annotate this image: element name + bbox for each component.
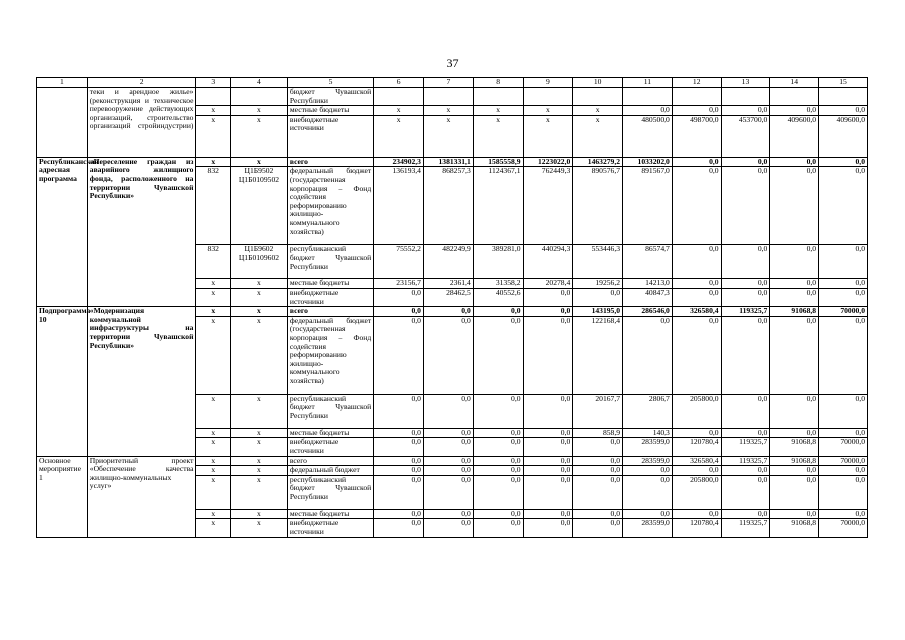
funding-value-cell	[623, 88, 673, 106]
funding-value-cell: 0,0	[819, 509, 868, 519]
funding-value-cell: x	[473, 106, 523, 116]
funding-value-cell: 1585558,9	[473, 157, 523, 167]
funding-value-cell: 0,0	[573, 438, 623, 456]
funding-value-cell: 0,0	[721, 167, 770, 245]
funding-source-cell: всего	[287, 157, 373, 167]
funding-value-cell: 0,0	[623, 509, 673, 519]
funding-value-cell: 0,0	[770, 288, 819, 306]
table-row	[37, 456, 868, 466]
funding-value-cell: 0,0	[374, 466, 424, 476]
funding-value-cell: 0,0	[473, 316, 523, 394]
funding-value-cell: 0,0	[819, 466, 868, 476]
funding-value-cell: 0,0	[770, 316, 819, 394]
funding-value-cell: 0,0	[819, 167, 868, 245]
budget-code-cell: x	[231, 428, 288, 438]
column-number-header: 4	[231, 78, 288, 88]
funding-value-cell: 0,0	[819, 394, 868, 428]
funding-value-cell: 0,0	[721, 106, 770, 116]
budget-table-body	[37, 78, 868, 538]
funding-value-cell: 0,0	[573, 509, 623, 519]
funding-value-cell: 70000,0	[819, 307, 868, 317]
funding-value-cell: 70000,0	[819, 438, 868, 456]
funding-value-cell: 234902,3	[374, 157, 424, 167]
funding-value-cell: 0,0	[423, 316, 473, 394]
responsible-executor-cell: 832	[196, 167, 231, 245]
responsible-executor-cell: x	[196, 106, 231, 116]
funding-value-cell: 70000,0	[819, 519, 868, 537]
funding-value-cell: 0,0	[721, 428, 770, 438]
column-number-header: 13	[721, 78, 770, 88]
funding-value-cell: 0,0	[819, 157, 868, 167]
funding-value-cell: 20167,7	[573, 394, 623, 428]
budget-code-cell: x	[231, 106, 288, 116]
funding-value-cell: 140,3	[623, 428, 673, 438]
funding-source-cell: всего	[287, 307, 373, 317]
responsible-executor-cell: x	[196, 394, 231, 428]
funding-value-cell: 0,0	[423, 519, 473, 537]
funding-value-cell: 0,0	[770, 475, 819, 509]
funding-value-cell: 0,0	[473, 475, 523, 509]
funding-value-cell: 0,0	[523, 316, 573, 394]
funding-value-cell: 0,0	[473, 428, 523, 438]
budget-code-cell: x	[231, 466, 288, 476]
program-type-cell	[37, 88, 88, 158]
funding-value-cell	[573, 88, 623, 106]
funding-value-cell: 1033202,0	[623, 157, 673, 167]
funding-value-cell: 0,0	[573, 288, 623, 306]
funding-value-cell: 0,0	[721, 509, 770, 519]
funding-value-cell: 389281,0	[473, 245, 523, 279]
funding-value-cell: 480500,0	[623, 115, 673, 157]
responsible-executor-cell: x	[196, 316, 231, 394]
funding-value-cell: 91068,8	[770, 519, 819, 537]
funding-value-cell: 2806,7	[623, 394, 673, 428]
funding-value-cell: 0,0	[770, 509, 819, 519]
funding-source-cell: внебюджетные источники	[287, 438, 373, 456]
funding-value-cell: 0,0	[473, 509, 523, 519]
funding-source-cell: внебюджетные источники	[287, 519, 373, 537]
table-row	[37, 88, 868, 106]
funding-value-cell: 0,0	[672, 428, 721, 438]
responsible-executor-cell: x	[196, 288, 231, 306]
funding-value-cell: 0,0	[721, 316, 770, 394]
funding-value-cell: 119325,7	[721, 438, 770, 456]
funding-value-cell: 0,0	[423, 307, 473, 317]
column-number-header: 5	[287, 78, 373, 88]
responsible-executor-cell: x	[196, 428, 231, 438]
funding-value-cell: 31358,2	[473, 279, 523, 289]
funding-value-cell: 0,0	[423, 428, 473, 438]
funding-value-cell: 0,0	[721, 157, 770, 167]
funding-value-cell	[721, 88, 770, 106]
funding-value-cell: 0,0	[573, 519, 623, 537]
funding-value-cell: 91068,8	[770, 307, 819, 317]
funding-value-cell: 28462,5	[423, 288, 473, 306]
funding-value-cell: 0,0	[523, 475, 573, 509]
funding-value-cell	[374, 88, 424, 106]
funding-value-cell: 890576,7	[573, 167, 623, 245]
funding-value-cell: 453700,0	[721, 115, 770, 157]
funding-value-cell: 1124367,1	[473, 167, 523, 245]
funding-value-cell: 0,0	[623, 466, 673, 476]
funding-value-cell	[423, 88, 473, 106]
funding-value-cell: 70000,0	[819, 456, 868, 466]
funding-value-cell: 205800,0	[672, 394, 721, 428]
funding-value-cell: 286546,0	[623, 307, 673, 317]
funding-value-cell: 0,0	[473, 438, 523, 456]
column-number-header: 1	[37, 78, 88, 88]
funding-value-cell: 119325,7	[721, 519, 770, 537]
funding-value-cell: 205800,0	[672, 475, 721, 509]
funding-value-cell: 86574,7	[623, 245, 673, 279]
budget-code-cell: x	[231, 438, 288, 456]
funding-value-cell: 0,0	[374, 456, 424, 466]
page-number: 37	[446, 56, 459, 70]
budget-code-cell: x	[231, 279, 288, 289]
funding-value-cell: 0,0	[523, 509, 573, 519]
budget-code-cell: Ц1Б9502 Ц1Б0109502	[231, 167, 288, 245]
funding-value-cell: 23156,7	[374, 279, 424, 289]
funding-value-cell: 283599,0	[623, 438, 673, 456]
funding-value-cell: 136193,4	[374, 167, 424, 245]
funding-value-cell: 2361,4	[423, 279, 473, 289]
funding-value-cell: 0,0	[423, 394, 473, 428]
funding-value-cell: 1463279,2	[573, 157, 623, 167]
budget-code-cell	[231, 88, 288, 106]
funding-source-cell: местные бюджеты	[287, 509, 373, 519]
funding-value-cell: x	[523, 106, 573, 116]
funding-source-cell: республиканский бюджет Чувашской Республики	[287, 475, 373, 509]
funding-value-cell: 0,0	[374, 307, 424, 317]
funding-value-cell: 0,0	[523, 466, 573, 476]
funding-value-cell: 0,0	[672, 245, 721, 279]
program-name-cell: теки и арендное жилье» (реконструкция и техническое перевооружение действующих организаций, строительство организаций стройиндустрии)	[87, 88, 196, 158]
program-type-cell: Основное мероприятие 1	[37, 456, 88, 537]
responsible-executor-cell: 832	[196, 245, 231, 279]
funding-value-cell: 0,0	[573, 475, 623, 509]
funding-value-cell: 120780,4	[672, 438, 721, 456]
funding-value-cell: 0,0	[473, 519, 523, 537]
funding-value-cell: 40552,6	[473, 288, 523, 306]
funding-value-cell: 868257,3	[423, 167, 473, 245]
funding-value-cell: 0,0	[523, 519, 573, 537]
funding-value-cell: 0,0	[770, 106, 819, 116]
budget-code-cell: x	[231, 456, 288, 466]
funding-source-cell: местные бюджеты	[287, 279, 373, 289]
funding-value-cell: 0,0	[423, 509, 473, 519]
funding-value-cell: 0,0	[721, 279, 770, 289]
funding-value-cell: x	[573, 115, 623, 157]
funding-value-cell: 891567,0	[623, 167, 673, 245]
funding-value-cell: 0,0	[374, 509, 424, 519]
responsible-executor-cell: x	[196, 115, 231, 157]
funding-value-cell: 0,0	[374, 394, 424, 428]
funding-value-cell: 326580,4	[672, 307, 721, 317]
funding-value-cell: 0,0	[374, 475, 424, 509]
funding-value-cell: 119325,7	[721, 307, 770, 317]
funding-value-cell: 14213,0	[623, 279, 673, 289]
funding-value-cell: x	[473, 115, 523, 157]
funding-value-cell: x	[423, 106, 473, 116]
funding-value-cell: 0,0	[770, 279, 819, 289]
funding-source-cell: внебюджетные источники	[287, 115, 373, 157]
funding-value-cell: 20278,4	[523, 279, 573, 289]
funding-value-cell: 0,0	[819, 106, 868, 116]
funding-value-cell: 0,0	[770, 394, 819, 428]
funding-value-cell: 440294,3	[523, 245, 573, 279]
funding-value-cell: 0,0	[523, 428, 573, 438]
column-number-header: 2	[87, 78, 196, 88]
funding-value-cell: x	[423, 115, 473, 157]
funding-value-cell: 0,0	[374, 428, 424, 438]
funding-value-cell: 0,0	[473, 394, 523, 428]
funding-value-cell: 326580,4	[672, 456, 721, 466]
funding-value-cell: 1223022,0	[523, 157, 573, 167]
funding-value-cell: 0,0	[721, 288, 770, 306]
funding-value-cell: x	[523, 115, 573, 157]
funding-value-cell: 498700,0	[672, 115, 721, 157]
column-number-header: 15	[819, 78, 868, 88]
funding-value-cell	[523, 88, 573, 106]
funding-value-cell: 409600,0	[770, 115, 819, 157]
funding-value-cell: 0,0	[623, 475, 673, 509]
funding-value-cell: 409600,0	[819, 115, 868, 157]
funding-value-cell	[672, 88, 721, 106]
funding-source-cell: республиканский бюджет Чувашской Республики	[287, 394, 373, 428]
budget-code-cell: x	[231, 316, 288, 394]
column-number-header: 11	[623, 78, 673, 88]
funding-value-cell: 0,0	[523, 456, 573, 466]
funding-value-cell	[819, 88, 868, 106]
funding-value-cell: 0,0	[374, 438, 424, 456]
funding-value-cell: 0,0	[374, 519, 424, 537]
funding-value-cell: 0,0	[523, 307, 573, 317]
funding-value-cell: 283599,0	[623, 456, 673, 466]
funding-source-cell: всего	[287, 456, 373, 466]
funding-value-cell: 0,0	[721, 475, 770, 509]
funding-value-cell	[473, 88, 523, 106]
funding-value-cell: 0,0	[423, 466, 473, 476]
funding-value-cell: 482249,9	[423, 245, 473, 279]
funding-value-cell: 0,0	[573, 466, 623, 476]
budget-code-cell: x	[231, 509, 288, 519]
funding-value-cell: 0,0	[523, 394, 573, 428]
column-number-header: 9	[523, 78, 573, 88]
funding-value-cell: 0,0	[672, 316, 721, 394]
header-row	[37, 78, 868, 88]
responsible-executor-cell: x	[196, 456, 231, 466]
budget-code-cell: x	[231, 307, 288, 317]
program-name-cell: «Переселение граждан из аварийного жилищного фонда, расположенного на территории Чувашской Республики»	[87, 157, 196, 306]
column-number-header: 14	[770, 78, 819, 88]
funding-source-cell: федеральный бюджет (государственная корпорация – Фонд содействия реформированию жилищно-коммунального хозяйства)	[287, 167, 373, 245]
funding-source-cell: республиканский бюджет Чувашской Республики	[287, 245, 373, 279]
funding-value-cell: 0,0	[819, 245, 868, 279]
program-type-cell: Подпрограмма 10	[37, 307, 88, 456]
funding-value-cell: 91068,8	[770, 456, 819, 466]
funding-value-cell: 0,0	[523, 438, 573, 456]
funding-value-cell: 0,0	[672, 157, 721, 167]
funding-value-cell: 0,0	[423, 438, 473, 456]
funding-source-cell: местные бюджеты	[287, 428, 373, 438]
responsible-executor-cell: x	[196, 438, 231, 456]
responsible-executor-cell: x	[196, 519, 231, 537]
budget-code-cell: x	[231, 157, 288, 167]
funding-value-cell: 120780,4	[672, 519, 721, 537]
funding-value-cell: 0,0	[721, 466, 770, 476]
budget-table	[36, 77, 868, 538]
responsible-executor-cell: x	[196, 475, 231, 509]
column-number-header: 8	[473, 78, 523, 88]
funding-value-cell: 0,0	[473, 307, 523, 317]
budget-code-cell: Ц1Б9602 Ц1Б0109602	[231, 245, 288, 279]
funding-value-cell: 91068,8	[770, 438, 819, 456]
funding-value-cell: 75552,2	[374, 245, 424, 279]
funding-value-cell: 0,0	[423, 456, 473, 466]
funding-value-cell: x	[374, 106, 424, 116]
funding-value-cell: 0,0	[473, 466, 523, 476]
funding-value-cell: 0,0	[770, 466, 819, 476]
budget-code-cell: x	[231, 288, 288, 306]
funding-value-cell: 0,0	[721, 245, 770, 279]
funding-value-cell: 0,0	[819, 428, 868, 438]
funding-value-cell: 19256,2	[573, 279, 623, 289]
funding-value-cell: 553446,3	[573, 245, 623, 279]
responsible-executor-cell	[196, 88, 231, 106]
funding-value-cell: 0,0	[672, 106, 721, 116]
funding-source-cell: внебюджетные источники	[287, 288, 373, 306]
funding-value-cell: 0,0	[770, 167, 819, 245]
funding-value-cell: 0,0	[573, 456, 623, 466]
funding-value-cell: 119325,7	[721, 456, 770, 466]
funding-value-cell: 1381331,1	[423, 157, 473, 167]
funding-source-cell: местные бюджеты	[287, 106, 373, 116]
funding-value-cell: x	[374, 115, 424, 157]
funding-value-cell: 0,0	[672, 509, 721, 519]
funding-source-cell: федеральный бюджет (государственная корпорация – Фонд содействия реформированию жилищно-коммунального хозяйства)	[287, 316, 373, 394]
funding-value-cell: 0,0	[623, 316, 673, 394]
column-number-header: 3	[196, 78, 231, 88]
funding-value-cell: 122168,4	[573, 316, 623, 394]
funding-value-cell: 0,0	[473, 456, 523, 466]
funding-value-cell: 0,0	[672, 466, 721, 476]
funding-value-cell: 0,0	[770, 428, 819, 438]
funding-value-cell: 0,0	[672, 167, 721, 245]
funding-value-cell	[770, 88, 819, 106]
funding-value-cell: 0,0	[770, 157, 819, 167]
table-row	[37, 307, 868, 317]
funding-value-cell: 0,0	[819, 316, 868, 394]
funding-value-cell: 0,0	[523, 288, 573, 306]
funding-source-cell: бюджет Чувашской Республики	[287, 88, 373, 106]
funding-value-cell: 40847,3	[623, 288, 673, 306]
funding-value-cell: 0,0	[374, 316, 424, 394]
program-name-cell: Приоритетный проект «Обеспечение качества жилищно-коммунальных услуг»	[87, 456, 196, 537]
funding-value-cell: 283599,0	[623, 519, 673, 537]
funding-source-cell: федеральный бюджет	[287, 466, 373, 476]
column-number-header: 6	[374, 78, 424, 88]
column-number-header: 10	[573, 78, 623, 88]
responsible-executor-cell: x	[196, 509, 231, 519]
program-name-cell: «Модернизация коммунальной инфраструктуры на территории Чувашской Республики»	[87, 307, 196, 456]
program-type-cell: Республиканская адресная программа	[37, 157, 88, 306]
responsible-executor-cell: x	[196, 466, 231, 476]
column-number-header: 12	[672, 78, 721, 88]
funding-value-cell: 0,0	[374, 288, 424, 306]
responsible-executor-cell: x	[196, 279, 231, 289]
funding-value-cell: 0,0	[672, 279, 721, 289]
funding-value-cell: 0,0	[672, 288, 721, 306]
budget-code-cell: x	[231, 519, 288, 537]
funding-value-cell: 0,0	[623, 106, 673, 116]
responsible-executor-cell: x	[196, 157, 231, 167]
funding-value-cell: x	[573, 106, 623, 116]
budget-code-cell: x	[231, 475, 288, 509]
funding-value-cell: 0,0	[423, 475, 473, 509]
funding-value-cell: 0,0	[770, 245, 819, 279]
funding-value-cell: 0,0	[819, 475, 868, 509]
budget-code-cell: x	[231, 394, 288, 428]
column-number-header: 7	[423, 78, 473, 88]
funding-value-cell: 0,0	[721, 394, 770, 428]
funding-value-cell: 762449,3	[523, 167, 573, 245]
funding-value-cell: 143195,0	[573, 307, 623, 317]
budget-code-cell: x	[231, 115, 288, 157]
funding-value-cell: 0,0	[819, 288, 868, 306]
funding-value-cell: 858,9	[573, 428, 623, 438]
funding-value-cell: 0,0	[819, 279, 868, 289]
responsible-executor-cell: x	[196, 307, 231, 317]
